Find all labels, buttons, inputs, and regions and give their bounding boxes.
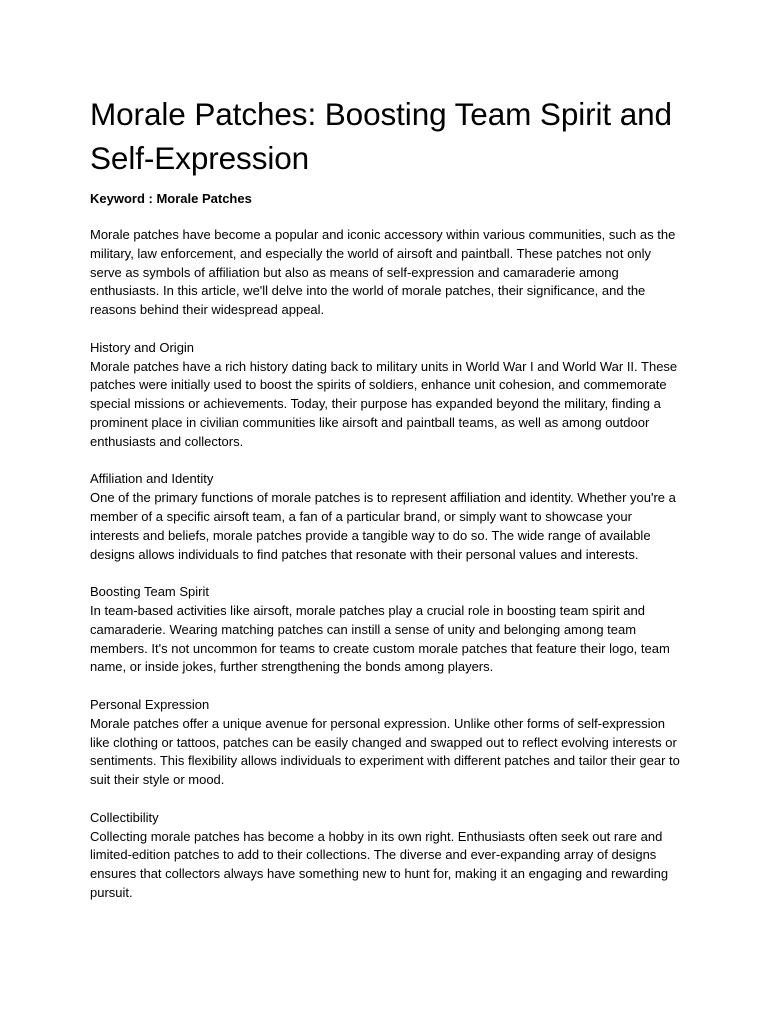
page-title: Morale Patches: Boosting Team Spirit and Self-Expression bbox=[90, 96, 672, 176]
section-body: One of the primary functions of morale patches is to represent affiliation and identity. Whether you're a member of a specific airsoft team, a fan of a particular brand, or simply want to showcase your interests and beliefs, morale patches provide a tangible way to do so. The wide range of available designs allows individuals to find patches that resonate with their personal values and interests. bbox=[90, 490, 676, 562]
section-heading: Personal Expression bbox=[90, 696, 210, 712]
section-body: Morale patches have a rich history dating back to military units in World War I and World War II. These patches were initially used to boost the spirits of soldiers, enhance unit cohesion, and commemorate special missions or achievements. Today, their purpose has expanded beyond the military, finding a prominent place in civilian communities like airsoft and paintball teams, as well as among outdoor enthusiasts and collectors. bbox=[90, 358, 678, 449]
section-history bbox=[90, 339, 678, 452]
intro-paragraph: Morale patches have become a popular and iconic accessory within various communities, such as the military, law enforcement, and especially the world of airsoft and paintball. These patches not only serve as symbols of affiliation but also as means of self-expression and camaraderie among enthusiasts. In this article, we'll delve into the world of morale patches, their significance, and the reasons behind their widespread appeal. bbox=[90, 227, 676, 318]
section-heading: History and Origin bbox=[90, 339, 195, 355]
section-team-spirit bbox=[90, 583, 678, 677]
section-heading: Boosting Team Spirit bbox=[90, 584, 209, 600]
section-body: Morale patches offer a unique avenue for personal expression. Unlike other forms of self-expression like clothing or tattoos, patches can be easily changed and swapped out to reflect evolving interests or sentiments. This flexibility allows individuals to experiment with different patches and tailor their gear to suit their style or mood. bbox=[90, 715, 680, 788]
section-personal-expression bbox=[90, 696, 678, 790]
section-affiliation bbox=[90, 470, 678, 564]
section-body: In team-based activities like airsoft, morale patches play a crucial role in boosting team spirit and camaraderie. Wearing matching patches can instill a sense of unity and belonging among team members. It's not uncommon for teams to create custom morale patches that feature their logo, team name, or inside jokes, further strengthening the bonds among players. bbox=[90, 602, 670, 675]
section-heading: Affiliation and Identity bbox=[90, 471, 214, 487]
section-body: Collecting morale patches has become a hobby in its own right. Enthusiasts often seek out rare and limited-edition patches to add to their collections. The diverse and ever-expanding array of designs ensures that collectors always have something new to hunt for, making it an engaging and rewarding pursuit. bbox=[90, 828, 669, 900]
section-heading: Collectibility bbox=[90, 809, 159, 825]
section-collectibility bbox=[90, 809, 678, 903]
keyword-line: Keyword : Morale Patches bbox=[90, 191, 252, 206]
